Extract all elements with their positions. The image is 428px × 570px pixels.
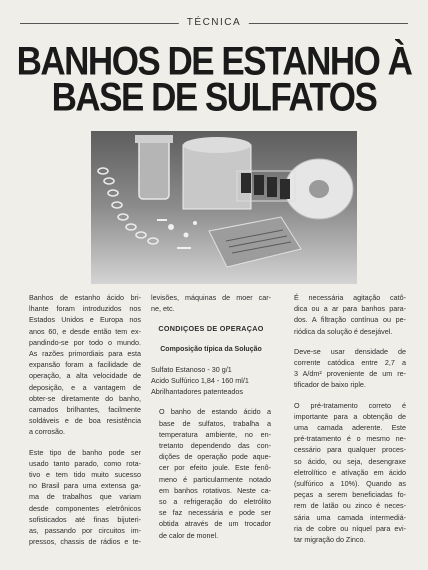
paragraph xyxy=(286,292,406,337)
text-line: se faz necessária e pode ser xyxy=(159,508,271,518)
text-line: obtida através de um trocador xyxy=(159,519,271,529)
text-line: uma camada aderente. Este xyxy=(294,423,406,433)
paragraph xyxy=(286,400,406,546)
plating-parts-illustration xyxy=(91,131,357,284)
article-photo xyxy=(91,131,357,284)
text-line: as, passando por circuitos im- xyxy=(29,526,141,536)
text-line: Deve-se usar densidade de xyxy=(294,346,406,356)
text-line: cessário para qualquer proces- xyxy=(294,445,406,455)
text-line: camados brilhantes, facilmente xyxy=(29,405,141,415)
article-title-line-2: BASE DE SULFATOS xyxy=(51,75,377,120)
text-line: tificador de baixo riple. xyxy=(294,380,366,390)
paragraph xyxy=(151,292,271,314)
text-line: desde componentes eletrônicos xyxy=(29,503,141,513)
text-line: 3 A/dm² proveniente de um re- xyxy=(294,369,406,379)
composition-item: Acido Sulfúrico 1,84 - 160 ml/1 xyxy=(151,376,249,386)
text-line: levisões, máquinas de moer car- xyxy=(151,293,271,302)
text-column-2 xyxy=(151,292,271,550)
composition-list xyxy=(151,364,271,398)
text-line: so a refrigeração do eletrólito xyxy=(159,497,271,507)
text-line: Estados Unidos e Europa nos xyxy=(29,315,141,325)
composition-item: Abrilhantadores patenteados xyxy=(151,387,243,397)
text-line: lhante foram introduzidos nos xyxy=(29,304,141,314)
text-line: ma de trabalhos que variam xyxy=(29,492,141,502)
text-line: tar migração do Zinco. xyxy=(294,535,366,545)
text-line: pressos, chassis de rádios e te- xyxy=(29,537,141,547)
text-line: pré-tratamento é o mesmo ne- xyxy=(294,434,406,444)
composition-item: Sulfato Estanoso - 30 g/1 xyxy=(151,364,232,374)
text-line: expansão foram a facilidade de xyxy=(29,360,141,370)
text-line: As razões primordiais para esta xyxy=(29,349,141,359)
text-line: a corrosão. xyxy=(29,427,65,437)
text-line: em banhos rotativos. Neste ca- xyxy=(159,485,271,495)
text-column-1 xyxy=(21,292,141,556)
text-line: deposição, e a vantagem de xyxy=(29,382,141,392)
text-line: ria de cobre ou níquel para evi- xyxy=(294,523,406,533)
text-line: base de sulfatos, trabalha a xyxy=(159,418,271,428)
text-line: Banhos de estanho ácido bri- xyxy=(29,293,141,302)
text-line: obter-se diretamente do banho, xyxy=(29,393,141,403)
text-line: anos 60, e desde então tem ex- xyxy=(29,326,141,336)
text-line: ne, etc. xyxy=(151,304,175,314)
text-line: riódica da solução é desejável. xyxy=(294,326,393,336)
section-header xyxy=(20,17,408,29)
text-line: operação, a alta velocidade de xyxy=(29,371,141,381)
text-line: dos. A filtração contínua ou pe- xyxy=(294,315,406,325)
text-line: de calor de monel. xyxy=(159,530,219,540)
text-line: O banho de estando ácido a xyxy=(159,407,271,417)
text-line: sofisticados até finas bijuteri- xyxy=(29,514,141,524)
article-title-line-1: BANHOS DE ESTANHO À xyxy=(16,39,412,84)
section-label: TÉCNICA xyxy=(179,17,249,29)
text-line: importante para a obtenção de xyxy=(294,411,406,421)
text-line: dições de operação pode aque- xyxy=(159,452,271,462)
paragraph xyxy=(21,292,141,438)
text-line: tretanto dependendo das con- xyxy=(159,441,271,451)
text-line: usado tanto parado, como rota- xyxy=(29,458,141,468)
paragraph xyxy=(21,447,141,548)
text-line: soldáveis e de boa resistência xyxy=(29,416,141,426)
text-line: eletrolítico e atívação em ácido xyxy=(294,467,406,477)
text-line: (sulfúrico a 10%). Quando as xyxy=(294,479,406,489)
text-line: É necessária agitação catô- xyxy=(294,293,406,302)
text-line: corrente catódica entre 2,7 a xyxy=(294,358,406,368)
text-line: sária uma camada intermediá- xyxy=(294,512,406,522)
text-line: pandindo-se por todo o mundo. xyxy=(29,337,141,347)
paragraph xyxy=(286,346,406,391)
text-line: temperatura ambiente, no en- xyxy=(159,429,271,439)
text-line: rem de latão ou zinco é neces- xyxy=(294,501,406,511)
text-column-3 xyxy=(286,292,406,554)
paragraph xyxy=(151,406,271,540)
text-line: no Brasil para uma extensa ga- xyxy=(29,481,141,491)
text-line: O pré-tratamento correto é xyxy=(294,400,406,410)
text-line: Este tipo de banho pode ser xyxy=(29,447,141,457)
text-line: cer por efeito joule. Este fenô- xyxy=(159,463,271,473)
text-line: so ácido, ou seja, desengraxe xyxy=(294,456,406,466)
text-line: peças a serem beneficiadas fo- xyxy=(294,490,406,500)
section-heading: CONDIÇOES DE OPERAÇAO xyxy=(158,324,264,334)
text-line: dica ou a ar para banhos para- xyxy=(294,304,406,314)
section-subheading: Composição típica da Solução xyxy=(160,345,262,353)
text-line: meno é particularmente notado xyxy=(159,474,271,484)
text-line: tivo e tem tido muito sucesso xyxy=(29,470,141,480)
